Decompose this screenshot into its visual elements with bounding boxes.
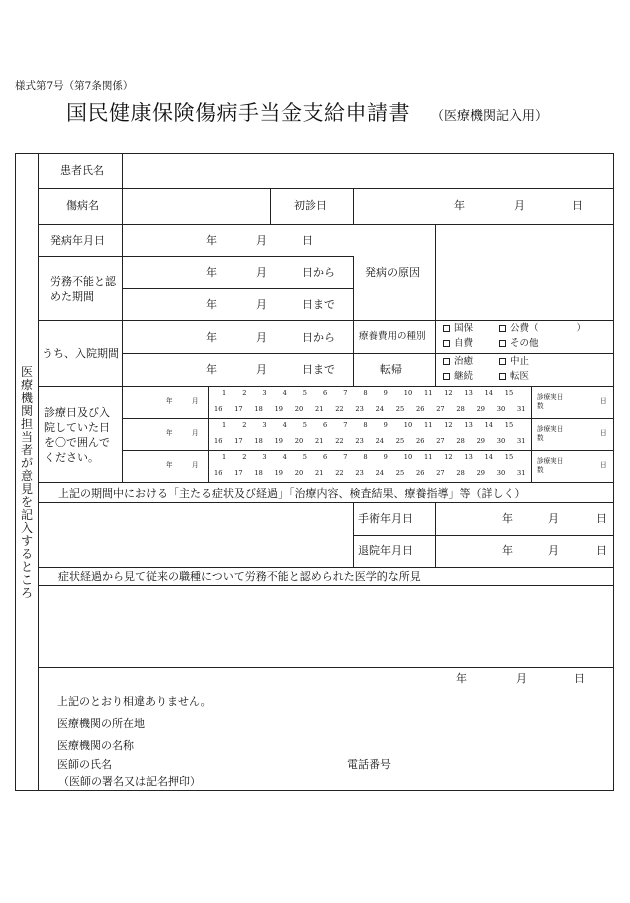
calendar-day[interactable]: 11 <box>424 389 433 397</box>
incapacity-from-month[interactable]: 月 <box>256 266 267 279</box>
patient-name-label: 患者氏名 <box>60 164 104 177</box>
calendar-day[interactable]: 17 <box>234 405 243 413</box>
calendar-month[interactable]: 月 <box>192 461 199 469</box>
first-visit-month[interactable]: 月 <box>514 199 525 212</box>
onset-year[interactable]: 年 <box>206 234 217 247</box>
injury-name-field[interactable] <box>126 191 268 221</box>
calendar-day[interactable]: 31 <box>517 469 526 477</box>
checkbox-icon <box>499 325 506 332</box>
signature-note: （医師の署名又は記名押印） <box>58 775 201 788</box>
calendar-day[interactable]: 6 <box>323 421 328 429</box>
calendar-day[interactable]: 22 <box>335 469 344 477</box>
calendar-day[interactable]: 18 <box>254 405 263 413</box>
checkbox-icon <box>443 325 450 332</box>
calendar-day[interactable]: 28 <box>456 469 465 477</box>
side-label: 医療機関担当者が意見を記入するところ <box>20 365 33 600</box>
hospital-period-label: うち、入院期間 <box>42 347 119 360</box>
calendar-day[interactable]: 21 <box>315 405 324 413</box>
calendar-day[interactable]: 6 <box>323 389 328 397</box>
certify-text: 上記のとおり相違ありません。 <box>57 695 212 708</box>
calendar-day[interactable]: 24 <box>375 405 384 413</box>
surgery-day[interactable]: 日 <box>596 512 607 525</box>
incapacity-from-year[interactable]: 年 <box>206 266 217 279</box>
calendar-day[interactable]: 15 <box>504 421 514 429</box>
actual-days-unit: 日 <box>600 461 607 469</box>
calendar-day[interactable]: 22 <box>335 405 344 413</box>
calendar-day[interactable]: 7 <box>343 453 348 461</box>
calendar-day[interactable]: 30 <box>496 405 506 413</box>
calendar-day[interactable]: 14 <box>484 389 493 397</box>
cost-type-label: 療養費用の種別 <box>359 331 426 342</box>
onset-day[interactable]: 日 <box>302 234 313 247</box>
calendar-day[interactable]: 2 <box>242 389 247 397</box>
calendar-day[interactable]: 14 <box>484 421 493 429</box>
calendar-day[interactable]: 12 <box>444 389 453 397</box>
medical-opinion-field[interactable] <box>42 588 610 664</box>
calendar-day[interactable]: 21 <box>315 437 324 445</box>
clinic-address-label: 医療機関の所在地 <box>57 717 145 730</box>
sign-year[interactable]: 年 <box>456 672 467 685</box>
checkbox-icon <box>499 340 506 347</box>
hospital-from-suffix: 日から <box>302 331 335 344</box>
calendar-month[interactable]: 月 <box>192 429 199 437</box>
calendar-day[interactable]: 2 <box>242 453 247 461</box>
calendar-day[interactable]: 9 <box>383 453 388 461</box>
calendar-day[interactable]: 26 <box>416 405 425 413</box>
calendar-day[interactable]: 3 <box>262 389 267 397</box>
calendar-day[interactable]: 11 <box>424 421 433 429</box>
calendar-day[interactable]: 17 <box>234 437 243 445</box>
checkbox-icon <box>443 340 450 347</box>
doctor-name-label: 医師の氏名 <box>57 758 112 771</box>
calendar-day[interactable]: 7 <box>343 421 348 429</box>
calendar-day[interactable]: 4 <box>282 453 287 461</box>
calendar-day[interactable]: 27 <box>436 405 445 413</box>
discharge-year[interactable]: 年 <box>502 544 513 557</box>
calendar-day[interactable]: 21 <box>315 469 324 477</box>
calendar-day[interactable]: 9 <box>383 421 388 429</box>
calendar-day[interactable]: 28 <box>456 437 465 445</box>
calendar-day[interactable]: 4 <box>282 389 287 397</box>
calendar-day[interactable]: 10 <box>403 453 413 461</box>
calendar-day[interactable]: 5 <box>302 389 307 397</box>
calendar-day[interactable]: 13 <box>464 421 473 429</box>
form-subtitle: （医療機関記入用） <box>431 109 549 124</box>
calendar-day[interactable]: 16 <box>214 437 223 445</box>
form-title: 国民健康保険傷病手当金支給申請書 <box>66 101 410 125</box>
calendar-day[interactable]: 18 <box>254 437 263 445</box>
cause-label: 発病の原因 <box>365 266 420 279</box>
actual-days-unit: 日 <box>600 397 607 405</box>
calendar-day[interactable]: 26 <box>416 437 425 445</box>
checkbox-icon <box>443 358 450 365</box>
calendar-day[interactable]: 1 <box>222 421 227 429</box>
calendar-day[interactable]: 29 <box>476 437 485 445</box>
calendar-day[interactable]: 18 <box>254 469 263 477</box>
calendar-day[interactable]: 4 <box>282 421 287 429</box>
actual-days-unit: 日 <box>600 429 607 437</box>
calendar-day[interactable]: 19 <box>274 405 283 413</box>
calendar-day[interactable]: 27 <box>436 469 445 477</box>
surgery-month[interactable]: 月 <box>548 512 559 525</box>
hospital-to-year[interactable]: 年 <box>206 363 217 376</box>
calendar-day[interactable]: 3 <box>262 453 267 461</box>
outcome-option-stopped[interactable]: 中止 <box>499 357 529 367</box>
cost-option-kokuho[interactable]: 国保 <box>443 324 473 334</box>
calendar-day[interactable]: 2 <box>242 421 247 429</box>
calendar-day[interactable]: 17 <box>234 469 243 477</box>
calendar-day[interactable]: 25 <box>395 437 405 445</box>
checkbox-icon <box>499 358 506 365</box>
first-visit-year[interactable]: 年 <box>454 199 465 212</box>
calendar-day[interactable]: 15 <box>504 389 514 397</box>
calendar-year[interactable]: 年 <box>166 461 173 469</box>
clinic-name-label: 医療機関の名称 <box>57 739 134 752</box>
calendar-day[interactable]: 25 <box>395 405 405 413</box>
calendar-day[interactable]: 23 <box>355 437 364 445</box>
calendar-day[interactable]: 14 <box>484 453 493 461</box>
calendar-day[interactable]: 5 <box>302 421 307 429</box>
surgery-year[interactable]: 年 <box>502 512 513 525</box>
checkbox-icon <box>443 373 450 380</box>
calendar-day[interactable]: 31 <box>517 437 526 445</box>
calendar-day[interactable]: 1 <box>222 389 227 397</box>
discharge-date-label: 退院年月日 <box>358 544 413 557</box>
medical-opinion-label: 症状経過から見て従来の職種について労務不能と認められた医学的な所見 <box>58 570 421 583</box>
symptoms-course-label: 上記の期間中における「主たる症状及び経過」「治療内容、検査結果、療養指導」等（詳しく） <box>58 487 526 500</box>
calendar-day[interactable]: 10 <box>403 421 413 429</box>
surgery-date-label: 手術年月日 <box>358 512 413 525</box>
calendar-day[interactable]: 7 <box>343 389 348 397</box>
hospital-from-month[interactable]: 月 <box>256 331 267 344</box>
calendar-day[interactable]: 3 <box>262 421 267 429</box>
calendar-day[interactable]: 10 <box>403 389 413 397</box>
calendar-day[interactable]: 24 <box>375 469 384 477</box>
calendar-day[interactable]: 16 <box>214 405 223 413</box>
cost-option-other[interactable]: その他 <box>499 339 539 349</box>
calendar-day[interactable]: 25 <box>395 469 405 477</box>
visit-days-label: 診療日及び入院していた日を〇で囲んでください。 <box>44 406 110 464</box>
calendar-day[interactable]: 8 <box>363 453 368 461</box>
calendar-day[interactable]: 23 <box>355 469 364 477</box>
calendar-month[interactable]: 月 <box>192 397 199 405</box>
calendar-year[interactable]: 年 <box>166 429 173 437</box>
discharge-day[interactable]: 日 <box>596 544 607 557</box>
calendar-day[interactable]: 9 <box>383 389 388 397</box>
incapacity-from-suffix: 日から <box>302 266 335 279</box>
calendar-day[interactable]: 29 <box>476 405 485 413</box>
actual-days-label: 診療実日数 <box>537 457 564 474</box>
calendar-year[interactable]: 年 <box>166 397 173 405</box>
cost-option-kouhi[interactable]: 公費（ ） <box>499 324 586 334</box>
calendar-day[interactable]: 5 <box>302 453 307 461</box>
calendar-day[interactable]: 11 <box>424 453 433 461</box>
calendar-day[interactable]: 29 <box>476 469 485 477</box>
calendar-day[interactable]: 24 <box>375 437 384 445</box>
calendar-day[interactable]: 13 <box>464 389 473 397</box>
calendar-day[interactable]: 12 <box>444 421 453 429</box>
hospital-from-year[interactable]: 年 <box>206 331 217 344</box>
calendar-day[interactable]: 20 <box>294 469 304 477</box>
calendar-day[interactable]: 8 <box>363 421 368 429</box>
checkbox-icon <box>499 373 506 380</box>
calendar-day[interactable]: 30 <box>496 469 506 477</box>
calendar-day[interactable]: 20 <box>294 437 304 445</box>
calendar-day[interactable]: 6 <box>323 453 328 461</box>
discharge-month[interactable]: 月 <box>548 544 559 557</box>
calendar-day[interactable]: 12 <box>444 453 453 461</box>
calendar-day[interactable]: 1 <box>222 453 227 461</box>
sign-day[interactable]: 日 <box>574 672 585 685</box>
incapacity-to-month[interactable]: 月 <box>256 298 267 311</box>
calendar-day[interactable]: 8 <box>363 389 368 397</box>
calendar-day[interactable]: 26 <box>416 469 425 477</box>
calendar-day[interactable]: 19 <box>274 437 283 445</box>
outcome-option-cured[interactable]: 治癒 <box>443 357 473 367</box>
hospital-to-suffix: 日まで <box>302 363 335 376</box>
phone-label: 電話番号 <box>347 758 391 771</box>
calendar-day[interactable]: 23 <box>355 405 364 413</box>
calendar-day[interactable]: 20 <box>294 405 304 413</box>
calendar-day[interactable]: 27 <box>436 437 445 445</box>
sign-month[interactable]: 月 <box>516 672 527 685</box>
cause-field[interactable] <box>438 227 610 317</box>
onset-date-label: 発病年月日 <box>50 234 105 247</box>
calendar-day[interactable]: 16 <box>214 469 223 477</box>
incapacity-period-label: 労務不能と認めた期間 <box>50 275 116 303</box>
form-number: 様式第7号（第7条関係） <box>15 80 134 92</box>
injury-name-label: 傷病名 <box>66 199 99 212</box>
patient-name-field[interactable] <box>126 156 610 186</box>
incapacity-to-year[interactable]: 年 <box>206 298 217 311</box>
onset-month[interactable]: 月 <box>256 234 267 247</box>
outcome-option-continued[interactable]: 継続 <box>443 372 473 382</box>
calendar-day[interactable]: 28 <box>456 405 465 413</box>
hospital-to-month[interactable]: 月 <box>256 363 267 376</box>
calendar-day[interactable]: 30 <box>496 437 506 445</box>
calendar-day[interactable]: 31 <box>517 405 526 413</box>
calendar-day[interactable]: 15 <box>504 453 514 461</box>
incapacity-to-suffix: 日まで <box>302 298 335 311</box>
calendar-day[interactable]: 22 <box>335 437 344 445</box>
calendar-day[interactable]: 13 <box>464 453 473 461</box>
actual-days-label: 診療実日数 <box>537 393 564 410</box>
calendar-day[interactable]: 19 <box>274 469 283 477</box>
outcome-label: 転帰 <box>380 363 402 376</box>
first-visit-label: 初診日 <box>294 199 327 212</box>
symptoms-course-field[interactable] <box>42 505 350 565</box>
outcome-option-transfer[interactable]: 転医 <box>499 372 529 382</box>
actual-days-label: 診療実日数 <box>537 425 564 442</box>
cost-option-jihi[interactable]: 自費 <box>443 339 473 349</box>
first-visit-day[interactable]: 日 <box>572 199 583 212</box>
